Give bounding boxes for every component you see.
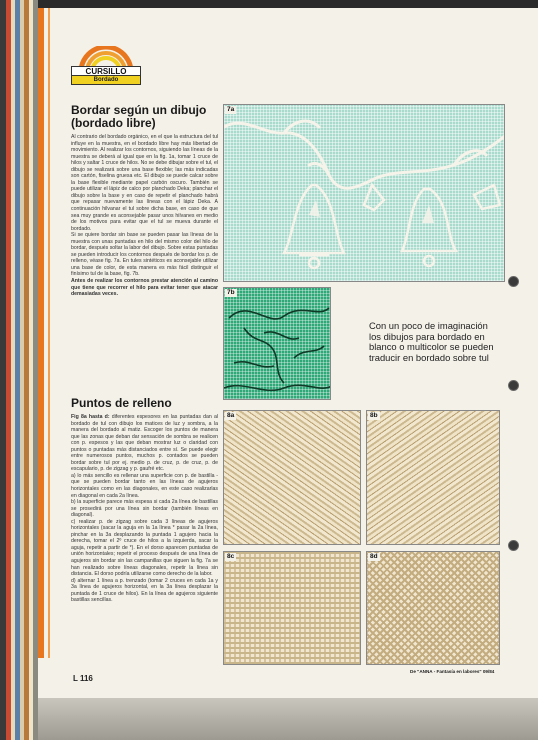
paragraph: Si se quiere bordar sin base se pueden pasar las líneas de la muestra con unas puntadas en hilo del mismo color del hilo de bordar, después soltar la labor del dibujo. Sobre estas puntadas se pueden introducir los contornos después de bordar los p. de relleno, véase fig. 7a. En tules sintéticos es aconsejable utilizar una base de color, de esta manera es más fácil distinguir el finísimo tul de la base, fig. 7b. — [71, 232, 218, 278]
article-body — [71, 134, 218, 298]
paragraph: a) lo más sencillo es rellenar una superficie con p. de bastilla - que se pueden bordar tanto en las líneas de agujeros horizontales como en las diagonales, en este caso realizarlas en diagonal en cada 2a línea. — [71, 472, 218, 499]
orange-margin-rule-thin — [48, 8, 50, 658]
figure-8d — [366, 551, 500, 665]
magazine-page — [38, 8, 538, 740]
figure-label: 8a — [227, 412, 235, 419]
figure-label: 7b — [227, 289, 235, 296]
figure-label: 8b — [370, 412, 378, 419]
binder-hole-icon — [508, 380, 519, 391]
binder-hole-icon — [508, 540, 519, 551]
lower-page-stack — [38, 698, 538, 740]
article-puntos — [71, 397, 218, 604]
paragraph: b) la superficie parece más espesa si cada 2a línea de bastillas se prosedirá por una línea sin bordar (también líneas en diagonal). — [71, 499, 218, 519]
paragraph: d) alternar 1 línea a p. trenzado (tomar 2 cruces en cada 1a y 3a línea de agujeros horizontal, en la 3a línea desplazar la puntada de 1 cruce de hilos). En la línea de agujeros siguiente bastillas sencillas. — [71, 577, 218, 604]
section-title: CURSILLO — [71, 66, 141, 76]
intro-bold: Fig 8a hasta d: — [71, 414, 110, 420]
article-body — [71, 414, 218, 604]
footer-source: De "ANNA - Fantasía en labores" 09/84 — [410, 669, 495, 674]
paragraph: Al contrario del bordado orgánico, en el que la estructura del tul influye en la muestra, en el bordado libre hay más libertad de movimiento. Al realizar los contornos, siguiendo las líneas de la muestra se deberá al igual que en la fig. 1a, tomar 1 cruce de hilos y saltar 1 cruce de hilos. No se debe dibujar sobre el tul, el dibujo se realizará sobre una base flexible; las más indicadas son cartón, fiselina gruesa etc. El dibujo se puede calcar sobre la base flexible mediante papel carbón oscuro. También se puede utilizar el lápiz de calco por planchado Deka; planchar el dibujo sobre la base y en caso de repetir el planchado habrá que repasar nuevamente las líneas con el lápiz Deka. A continuación hilvanar el tul sobre dicha base, en caso de que sea muy grande es aconsejable pasar unos hilvanes en medio de los motivos para evitar que el tul se mueva durante el bordado. — [71, 134, 218, 232]
article-title: Puntos de relleno — [71, 396, 172, 410]
bells-embroidery-image — [224, 105, 505, 282]
figure-label: 7a — [227, 106, 235, 113]
figure-label: 8d — [370, 553, 378, 560]
figure-caption: Con un poco de imaginación los dibujos para bordado en blanco o multicolor se pueden traducir en bordado sobre tul — [369, 320, 494, 363]
page-number: L 116 — [73, 674, 93, 683]
figure-8a — [223, 410, 361, 545]
figure-8b — [366, 410, 500, 545]
figure-7a — [223, 104, 505, 282]
figure-label: 8c — [227, 553, 235, 560]
article-title: Bordar según un dibujo (bordado libre) — [71, 103, 207, 130]
binder-hole-icon — [508, 276, 519, 287]
paragraph: c) realizar p. de zigzag sobre cada 3 líneas de agujeros horizontales (sacar la aguja en la 1a línea * pasar la 2a línea, pinchar en la 3a desplazando la puntada 1 agujero hacia la derecha, tomar el 2º cruce de hilos a la izquierda, sacar la aguja, repetir a partir de *). En el dorso aparecen puntadas de unión horizontales; repetir el proceso después de una línea de agujeros sin bordar sin las campanillas que siguen la fig. 7a se han realizado sobre líneas diagonales, repetir la línea sin distancia. El dorso podría utilizarse como derecho de la labor. — [71, 518, 218, 578]
orange-margin-rule — [38, 8, 44, 658]
note-paragraph: Antes de realizar los contornos prestar atención al camino que tiene que recorrer el hilo para evitar tener que atacar demasiadas veces. — [71, 278, 218, 298]
section-subtitle: Bordado — [71, 76, 141, 85]
article-bordar — [71, 104, 218, 298]
cursillo-logo — [71, 46, 141, 86]
figure-7b — [223, 287, 331, 400]
page-edges — [0, 0, 40, 740]
figure-8c — [223, 551, 361, 665]
intro-text: diferentes espesores en las puntadas dan al bordado de tul con dibujo los matices de luz y sombra, a la manera del bordado al matiz. Escoger los puntos de manera que las zonas que deban dar sensación de sombra se realicen con p. espesos y las que deban mostrar luz o claridad con puntos o puntadas más distanciados entre sí. Se puede elegir entre numerosos puntos, muchos p. contados se pueden bordar sobre tul por ej. medio p. de cruz, p. de cruz, p. de escapulario, p. de zigzag y p. gaufré etc. — [71, 414, 218, 473]
paragraph — [71, 414, 218, 473]
leaf-motif-image — [224, 288, 331, 400]
